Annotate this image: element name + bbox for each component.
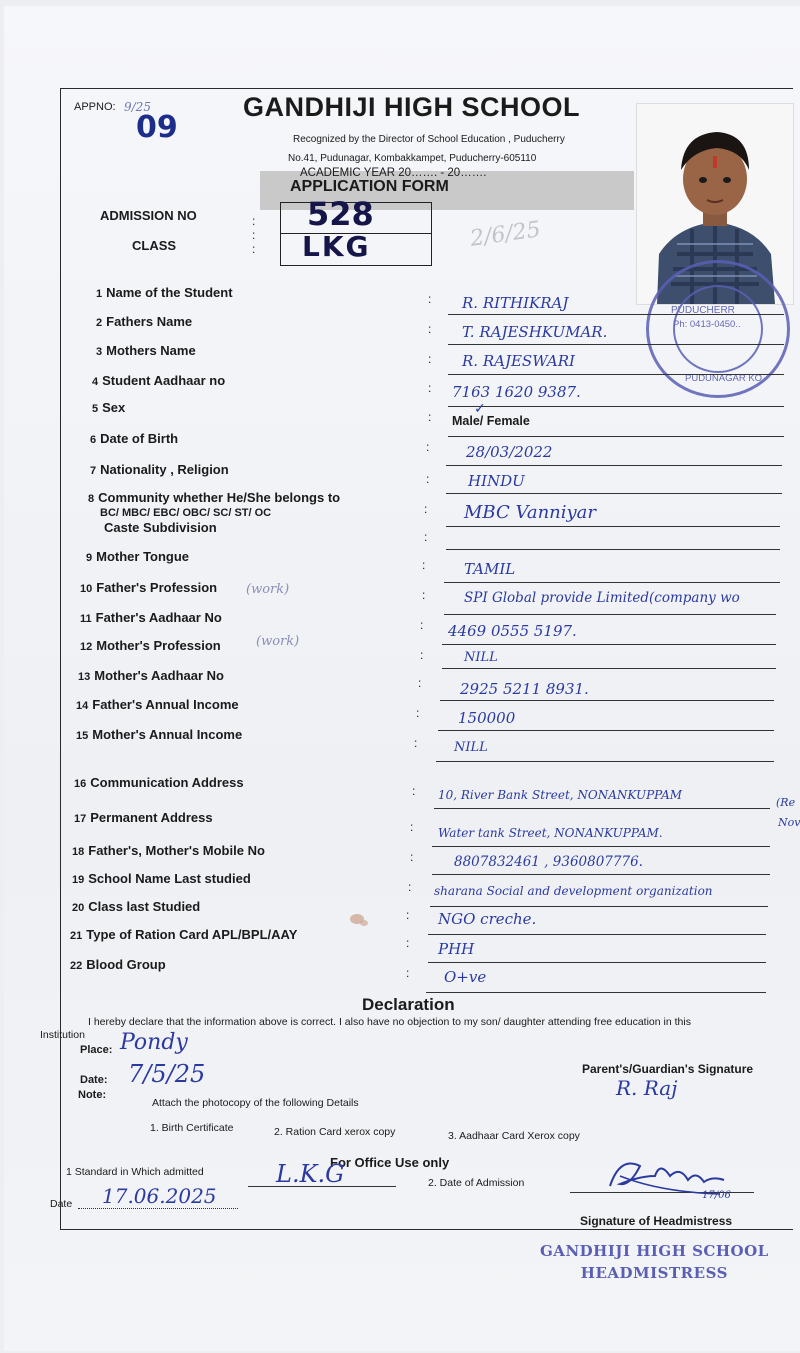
field-label-13: 13 Mother's Aadhaar No (78, 668, 224, 683)
field-value-19: sharana Social and development organization (434, 884, 713, 898)
field-colon-13: : (418, 676, 422, 690)
field-label-19: 19 School Name Last studied (72, 871, 251, 886)
field-colon-12: : (420, 648, 424, 662)
field-line-13 (440, 700, 774, 701)
field-line-7 (446, 493, 782, 494)
field-line-21 (428, 962, 766, 963)
check-mark-icon: ✓ (474, 400, 486, 416)
office-date-dotted-line (78, 1208, 238, 1209)
field-value-11: 4469 0555 5197. (448, 622, 577, 640)
field-line-10 (444, 614, 776, 615)
field-colon-15: : (414, 736, 418, 750)
field-colon-3: : (428, 352, 432, 366)
pencil-date-note: 2/6/25 (468, 217, 543, 252)
field-label-21: 21 Type of Ration Card APL/BPL/AAY (70, 927, 298, 942)
date-value: 7/5/25 (128, 1060, 206, 1088)
field-value-6: 28/03/2022 (466, 443, 553, 461)
community-sub-categories: BC/ MBC/ EBC/ OBC/ SC/ ST/ OC (100, 507, 272, 519)
declaration-sentence: I hereby declare that the information above is correct. I also have no objection to my son/ daughter attending free education in this (88, 1016, 691, 1028)
field-label-6: 6 Date of Birth (90, 431, 179, 446)
admission-no-value: 528 (307, 195, 374, 233)
field-label-16: 16 Communication Address (74, 775, 244, 790)
field-colon-5: : (428, 410, 432, 424)
field-line-5 (448, 436, 784, 437)
headmistress-signature-date: 17/06 (702, 1190, 731, 1201)
address-margin-note-2: Nov (778, 816, 800, 829)
field-value-13: 2925 5211 8931. (460, 680, 589, 698)
field-label-10: 10 Father's Profession (80, 580, 218, 595)
field-colon-1: : (428, 292, 432, 306)
recognition-text: Recognized by the Director of School Education , Puducherry (293, 134, 565, 145)
field-colon-7: : (426, 472, 430, 486)
headmistress-signature-label: Signature of Headmistress (580, 1214, 733, 1228)
school-name: GANDHIJI HIGH SCHOOL (243, 92, 581, 122)
field-line-2 (448, 344, 784, 345)
field-colon-18: : (410, 850, 414, 864)
class-value: LKG (302, 230, 371, 263)
field-line-18 (432, 874, 770, 875)
admission-colon: : (252, 214, 256, 228)
field-colon-19: : (408, 880, 412, 894)
field-label-11: 11 Father's Aadhaar No (80, 610, 222, 625)
field-colon-10: : (422, 588, 426, 602)
seal-text-3: PUDUNAGAR KO (685, 373, 763, 384)
field-colon-8: : (424, 502, 428, 516)
field-value-10: SPI Global provide Limited(company wo (464, 590, 740, 606)
field-label-2: 2 Fathers Name (96, 314, 193, 329)
seal-text-1: PUDUCHERR (671, 305, 735, 316)
parent-signature: R. Raj (616, 1076, 678, 1100)
field-value-16: 10, River Bank Street, NONANKUPPAM (438, 788, 683, 802)
office-use-title: For Office Use only (330, 1155, 450, 1170)
field-label-22: 22 Blood Group (70, 957, 166, 972)
address-margin-note-1: (Re (776, 796, 796, 809)
declaration-institution: Institution (40, 1029, 85, 1041)
doc-item-3: 3. Aadhaar Card Xerox copy (448, 1130, 580, 1142)
school-seal (646, 260, 790, 398)
field-line-16 (434, 808, 770, 809)
field-label-18: 18 Father's, Mother's Mobile No (72, 843, 265, 858)
field-label-7: 7 Nationality , Religion (90, 462, 229, 477)
field-value-1: R. RITHIKRAJ (462, 294, 569, 312)
field-line-1 (448, 314, 784, 315)
academic-year: ACADEMIC YEAR 20……. - 20……. (300, 167, 487, 179)
field-value-2: T. RAJESHKUMAR. (462, 323, 608, 341)
headmistress-stamp (540, 1240, 769, 1284)
admission-colon-2: : (252, 228, 256, 242)
office-date-label: Date (50, 1198, 73, 1210)
field-value-20: NGO creche. (438, 910, 537, 928)
admission-no-label: ADMISSION NO (100, 208, 197, 223)
school-address: No.41, Pudunagar, Kombakkampet, Puducherry-605110 (288, 153, 537, 164)
hm-stamp-line-2: HEADMISTRESS (580, 1264, 728, 1282)
field-label-1: 1 Name of the Student (96, 285, 233, 300)
doc-item-2: 2. Ration Card xerox copy (274, 1126, 396, 1138)
appno-label: APPNO: (74, 101, 116, 113)
date-of-admission-label: 2. Date of Admission (428, 1177, 525, 1189)
field-line-8b (446, 549, 780, 550)
field-label-8: 8 Community whether He/She belongs to (88, 490, 341, 505)
field-line-22 (426, 992, 766, 993)
place-label: Place: (80, 1044, 113, 1056)
field-line-9 (444, 582, 780, 583)
work-note-father: (work) (246, 582, 290, 597)
field-value-22: O+ve (444, 968, 487, 986)
note-label: Note: (78, 1089, 107, 1101)
field-line-8 (446, 526, 780, 527)
class-label: CLASS (132, 238, 177, 253)
field-label-14: 14 Father's Annual Income (76, 697, 239, 712)
field-colon-21: : (406, 936, 410, 950)
standard-admitted-label: 1 Standard in Which admitted (66, 1166, 204, 1178)
form-title: APPLICATION FORM (290, 178, 449, 195)
field-label-20: 20 Class last Studied (72, 899, 201, 914)
field-value-21: PHH (438, 940, 475, 958)
field-line-6 (446, 465, 782, 466)
field-colon-14: : (416, 706, 420, 720)
field-colon-6: : (426, 440, 430, 454)
field-value-14: 150000 (458, 709, 516, 727)
field-value-15: NILL (454, 740, 488, 755)
field-colon-16: : (412, 784, 416, 798)
place-value: Pondy (120, 1030, 188, 1055)
class-colon: : (252, 242, 256, 256)
field-colon-17: : (410, 820, 414, 834)
field-label-4: 4 Student Aadhaar no (92, 373, 226, 388)
field-colon-11: : (420, 618, 424, 632)
field-line-3 (448, 374, 784, 375)
field-value-17: Water tank Street, NONANKUPPAM. (438, 826, 663, 840)
field-value-5: Male/ Female (452, 414, 530, 428)
field-label-15: 15 Mother's Annual Income (76, 727, 243, 742)
field-line-4 (448, 406, 784, 407)
field-value-9: TAMIL (464, 560, 516, 578)
appno-faint-note: 9/25 (124, 100, 151, 114)
field-colon-4: : (428, 381, 432, 395)
standard-admitted-value: L.K.G (276, 1160, 345, 1188)
office-date-value: 17.06.2025 (102, 1184, 217, 1208)
field-label-5: 5 Sex (92, 400, 126, 415)
date-label: Date: (80, 1074, 108, 1086)
declaration-title: Declaration (362, 995, 455, 1014)
field-label-17: 17 Permanent Address (74, 810, 213, 825)
field-value-3: R. RAJESWARI (462, 352, 575, 370)
appno-value: 09 (136, 110, 178, 145)
field-value-18: 8807832461 , 9360807776. (454, 854, 643, 870)
note-text: Attach the photocopy of the following Details (152, 1097, 359, 1109)
field-colon-8b: : (424, 530, 428, 544)
paper-stain-2 (360, 920, 368, 926)
field-label-9: 9 Mother Tongue (86, 549, 190, 564)
field-value-12: NILL (464, 650, 498, 665)
field-colon-9: : (422, 558, 426, 572)
field-line-11 (442, 644, 776, 645)
hm-stamp-line-1: GANDHIJI HIGH SCHOOL (540, 1242, 769, 1260)
field-colon-20: : (406, 908, 410, 922)
field-line-20 (428, 934, 766, 935)
field-line-17 (432, 846, 770, 847)
doc-item-1: 1. Birth Certificate (150, 1122, 234, 1134)
work-note-mother: (work) (256, 634, 300, 649)
field-line-12 (442, 668, 776, 669)
field-value-8: MBC Vanniyar (464, 502, 597, 523)
field-colon-2: : (428, 322, 432, 336)
field-line-15 (436, 761, 774, 762)
field-line-14 (438, 730, 774, 731)
field-line-19 (430, 906, 768, 907)
field-label-3: 3 Mothers Name (96, 343, 196, 358)
caste-subdivision-label: Caste Subdivision (104, 520, 217, 535)
field-colon-22: : (406, 966, 410, 980)
field-label-12: 12 Mother's Profession (80, 638, 221, 653)
field-value-7: HINDU (468, 472, 525, 490)
parent-signature-label: Parent's/Guardian's Signature (582, 1062, 754, 1076)
seal-text-2: Ph: 0413-0450.. (673, 319, 741, 330)
field-value-4: 7163 1620 9387. (452, 383, 581, 401)
